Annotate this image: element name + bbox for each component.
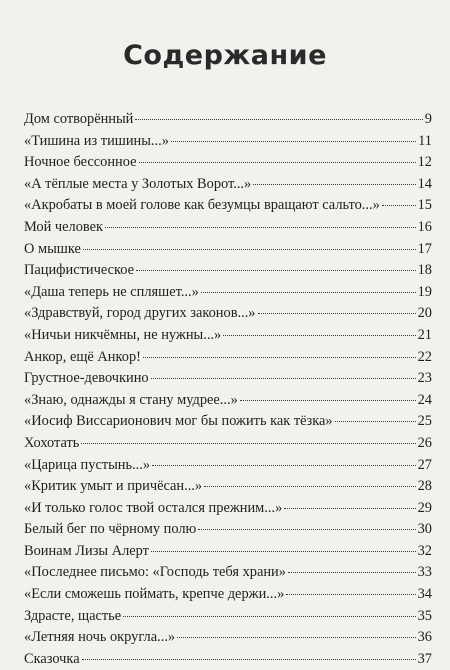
dot-leader [135, 119, 422, 120]
dot-leader [335, 421, 416, 422]
dot-leader [151, 378, 416, 379]
toc-entry-page-number: 14 [417, 175, 432, 192]
dot-leader [204, 486, 416, 487]
toc-entry [24, 282, 432, 304]
toc-entry [24, 455, 432, 477]
dot-leader [284, 508, 415, 509]
dot-leader [382, 205, 416, 206]
dot-leader [201, 292, 416, 293]
dot-leader [81, 443, 415, 444]
toc-entry-page-number: 32 [417, 542, 432, 559]
toc-entry [24, 606, 432, 628]
toc-entry [24, 476, 432, 498]
toc-entry [24, 390, 432, 412]
toc-entry-page-number: 20 [417, 305, 432, 322]
toc-entry-title: Воинам Лизы Алерт [24, 542, 149, 559]
toc-entry-title: Анкор, ещё Анкор! [24, 348, 141, 365]
toc-entry-title: «Если сможешь поймать, крепче держи...» [24, 586, 285, 603]
dot-leader [152, 465, 416, 466]
toc-entry-page-number: 27 [417, 456, 432, 473]
toc-entry-page-number: 11 [418, 132, 432, 149]
toc-entry-title: «И только голос твой остался прежним...» [24, 499, 283, 516]
dot-leader [258, 313, 416, 314]
toc-entry-page-number: 12 [417, 154, 432, 171]
dot-leader [83, 249, 416, 250]
toc-entry [24, 347, 432, 369]
toc-entry-page-number: 18 [417, 262, 432, 279]
toc-entry [24, 109, 432, 131]
toc-entry [24, 303, 432, 325]
toc-entry-title: «Иосиф Виссарионович мог бы пожить как тёзка» [24, 413, 333, 430]
toc-entry [24, 195, 432, 217]
toc-entry-title: Ночное бессонное [24, 154, 137, 171]
toc-entry-page-number: 15 [417, 197, 432, 214]
toc-entry-title: «Последнее письмо: «Господь тебя храни» [24, 564, 286, 581]
toc-entry [24, 217, 432, 239]
toc-entry-title: «Критик умыт и причёсан...» [24, 478, 203, 495]
toc-entry [24, 584, 432, 606]
page-title: Содержание [123, 40, 327, 71]
toc-entry-title: «Ничьи никчёмны, не нужны...» [24, 326, 222, 343]
toc-entry-page-number: 17 [417, 240, 432, 257]
toc-entry-page-number: 25 [417, 413, 432, 430]
toc-entry [24, 498, 432, 520]
toc-entry-title: «Знаю, однажды я стану мудрее...» [24, 391, 238, 408]
toc-entry [24, 152, 432, 174]
toc-entry-page-number: 21 [417, 326, 432, 343]
dot-leader [143, 357, 416, 358]
toc-entry-title: «Тишина из тишины...» [24, 132, 169, 149]
toc-entry [24, 174, 432, 196]
toc-entry-page-number: 22 [417, 348, 432, 365]
toc-entry-page-number: 19 [417, 283, 432, 300]
toc-entry-page-number: 36 [417, 629, 432, 646]
table-of-contents [24, 109, 432, 670]
dot-leader [105, 227, 416, 228]
toc-entry-page-number: 29 [417, 499, 432, 516]
dot-leader [253, 184, 415, 185]
toc-entry-title: «Царица пустынь...» [24, 456, 151, 473]
dot-leader [286, 594, 415, 595]
toc-entry-title: Дом сотворённый [24, 111, 134, 127]
toc-entry-page-number: 35 [417, 607, 432, 624]
toc-entry-title: О мышке [24, 240, 81, 257]
dot-leader [288, 572, 416, 573]
toc-entry [24, 368, 432, 390]
toc-entry-title: Белый бег по чёрному полю [24, 521, 197, 538]
dot-leader [139, 162, 416, 163]
toc-entry-title: «Даша теперь не спляшет...» [24, 283, 199, 300]
toc-entry-title: Пацифистическое [24, 262, 134, 279]
toc-entry-title: «Здравствуй, город других законов...» [24, 305, 256, 322]
toc-entry-page-number: 24 [417, 391, 432, 408]
toc-entry-title: Хохотать [24, 434, 80, 451]
toc-entry-title: «Акробаты в моей голове как безумцы вращают сальто...» [24, 197, 380, 214]
dot-leader [136, 270, 416, 271]
dot-leader [223, 335, 415, 336]
toc-entry-title: Мой человек [24, 218, 104, 235]
toc-entry-page-number: 30 [417, 521, 432, 538]
toc-entry [24, 239, 432, 261]
toc-entry [24, 649, 432, 670]
toc-entry-page-number: 23 [417, 370, 432, 387]
toc-entry-page-number: 28 [417, 478, 432, 495]
toc-entry [24, 260, 432, 282]
dot-leader [240, 400, 416, 401]
toc-entry-page-number: 37 [417, 650, 432, 667]
toc-entry [24, 627, 432, 649]
toc-entry [24, 131, 432, 153]
toc-entry [24, 433, 432, 455]
toc-entry-page-number: 16 [417, 218, 432, 235]
toc-entry-title: Сказочка [24, 650, 80, 667]
toc-entry-page-number: 26 [417, 434, 432, 451]
toc-entry-title: Здрасте, щастье [24, 607, 122, 624]
toc-entry [24, 562, 432, 584]
toc-entry [24, 519, 432, 541]
toc-entry [24, 541, 432, 563]
toc-entry [24, 325, 432, 347]
dot-leader [177, 637, 416, 638]
toc-entry-page-number: 9 [424, 111, 432, 127]
toc-entry-page-number: 34 [417, 586, 432, 603]
toc-entry-title: Грустное-девочкино [24, 370, 149, 387]
dot-leader [198, 529, 415, 530]
dot-leader [123, 616, 416, 617]
toc-entry-page-number: 33 [417, 564, 432, 581]
toc-entry-title: «А тёплые места у Золотых Ворот...» [24, 175, 252, 192]
dot-leader [171, 141, 416, 142]
toc-entry-title: «Летняя ночь округла...» [24, 629, 176, 646]
dot-leader [151, 551, 416, 552]
toc-entry [24, 411, 432, 433]
